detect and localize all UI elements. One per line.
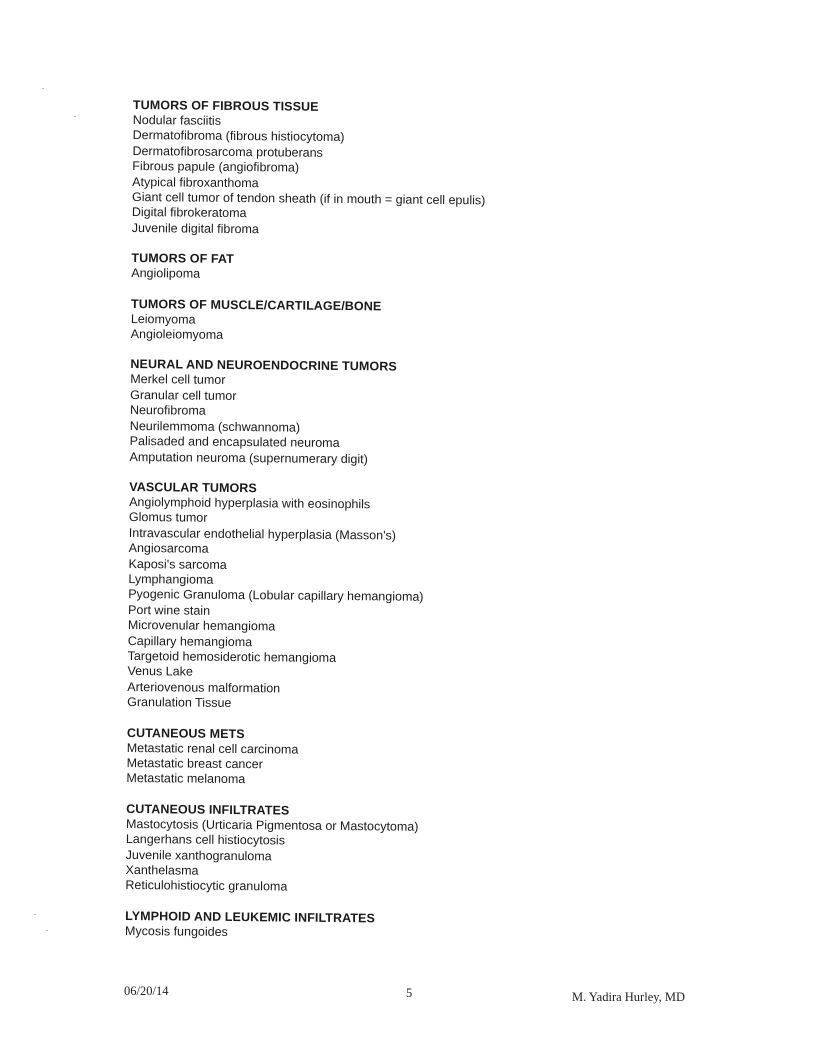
- list-item: Amputation neuroma (supernumerary digit): [129, 449, 368, 466]
- list-item: Metastatic breast cancer: [126, 755, 263, 772]
- list-item: Mastocytosis (Urticaria Pigmentosa or Mastocytoma): [125, 816, 419, 834]
- section-title: VASCULAR TUMORS: [129, 479, 257, 496]
- list-item: Giant cell tumor of tendon sheath (if in mouth = giant cell epulis): [131, 190, 486, 208]
- section-title: TUMORS OF FAT: [131, 251, 234, 267]
- list-item: Lymphangioma: [128, 571, 214, 587]
- scan-speck: [46, 930, 48, 931]
- scan-speck: [74, 116, 76, 117]
- list-item: Atypical fibroxanthoma: [132, 174, 259, 190]
- document-body: [125, 97, 693, 959]
- list-item: Microvenular hemangioma: [127, 618, 276, 634]
- list-item: Metastatic renal cell carcinoma: [126, 740, 299, 757]
- list-item: Neurilemmoma (schwannoma): [129, 418, 301, 435]
- section-cutaneous-infiltrates: [125, 801, 686, 899]
- section-title: TUMORS OF MUSCLE/CARTILAGE/BONE: [130, 296, 382, 314]
- list-item: Angiolymphoid hyperplasia with eosinophils: [129, 494, 371, 512]
- list-item: Merkel cell tumor: [130, 372, 226, 388]
- list-item: Juvenile digital fibroma: [131, 220, 259, 237]
- section-vascular: [127, 479, 689, 716]
- section-lymphoid-leukemic: [125, 908, 685, 945]
- list-item: Targetoid hemosiderotic hemangioma: [127, 648, 337, 665]
- footer-date: 06/20/14: [124, 984, 169, 998]
- list-item: Angiosarcoma: [128, 541, 209, 556]
- list-item: Venus Lake: [127, 664, 193, 679]
- list-item: Kaposi's sarcoma: [128, 556, 227, 572]
- list-item: Palisaded and encapsulated neuroma: [129, 434, 340, 451]
- section-cutaneous-mets: [126, 725, 687, 793]
- section-title: CUTANEOUS INFILTRATES: [126, 801, 290, 818]
- section-title: CUTANEOUS METS: [126, 725, 245, 741]
- list-item: Metastatic melanoma: [126, 771, 246, 787]
- scan-speck: [42, 88, 44, 89]
- list-item: Granular cell tumor: [130, 387, 237, 403]
- list-item: Mycosis fungoides: [124, 923, 228, 939]
- list-item: Nodular fasciitis: [132, 112, 222, 128]
- list-item: Intravascular endothelial hyperplasia (Masson's): [128, 525, 396, 543]
- section-fibrous: [132, 97, 693, 242]
- page-number: 5: [406, 986, 413, 1000]
- list-item: Dermatofibrosarcoma protuberans: [132, 143, 323, 160]
- list-item: Juvenile xanthogranuloma: [125, 847, 272, 863]
- section-title: TUMORS OF FIBROUS TISSUE: [132, 97, 319, 114]
- list-item: Granulation Tissue: [127, 695, 232, 711]
- list-item: Glomus tumor: [128, 510, 208, 526]
- list-item: Pyogenic Granuloma (Lobular capillary hemangioma): [128, 587, 424, 605]
- list-item: Arteriovenous malformation: [127, 679, 281, 696]
- section-fat: [131, 250, 691, 287]
- scan-speck: [34, 914, 36, 915]
- list-item: Xanthelasma: [125, 862, 199, 878]
- list-item: Digital fibrokeratoma: [131, 205, 247, 221]
- list-item: Port wine stain: [128, 602, 211, 618]
- list-item: Neurofibroma: [129, 403, 206, 418]
- list-item: Dermatofibroma (fibrous histiocytoma): [132, 128, 345, 145]
- section-neural: [129, 356, 690, 470]
- list-item: Langerhans cell histiocytosis: [125, 832, 286, 848]
- section-title: NEURAL AND NEUROENDOCRINE TUMORS: [130, 357, 397, 375]
- list-item: Angioleiomyoma: [130, 327, 224, 342]
- list-item: Leiomyoma: [130, 311, 196, 327]
- section-title: LYMPHOID AND LEUKEMIC INFILTRATES: [125, 908, 376, 926]
- list-item: Reticulohistiocytic granuloma: [125, 878, 288, 894]
- footer-author: M. Yadira Hurley, MD: [572, 990, 686, 1004]
- list-item: Angiolipoma: [131, 266, 201, 281]
- list-item: Capillary hemangioma: [127, 633, 253, 649]
- list-item: Fibrous papule (angiofibroma): [132, 159, 300, 175]
- section-muscle-cartilage-bone: [131, 296, 691, 348]
